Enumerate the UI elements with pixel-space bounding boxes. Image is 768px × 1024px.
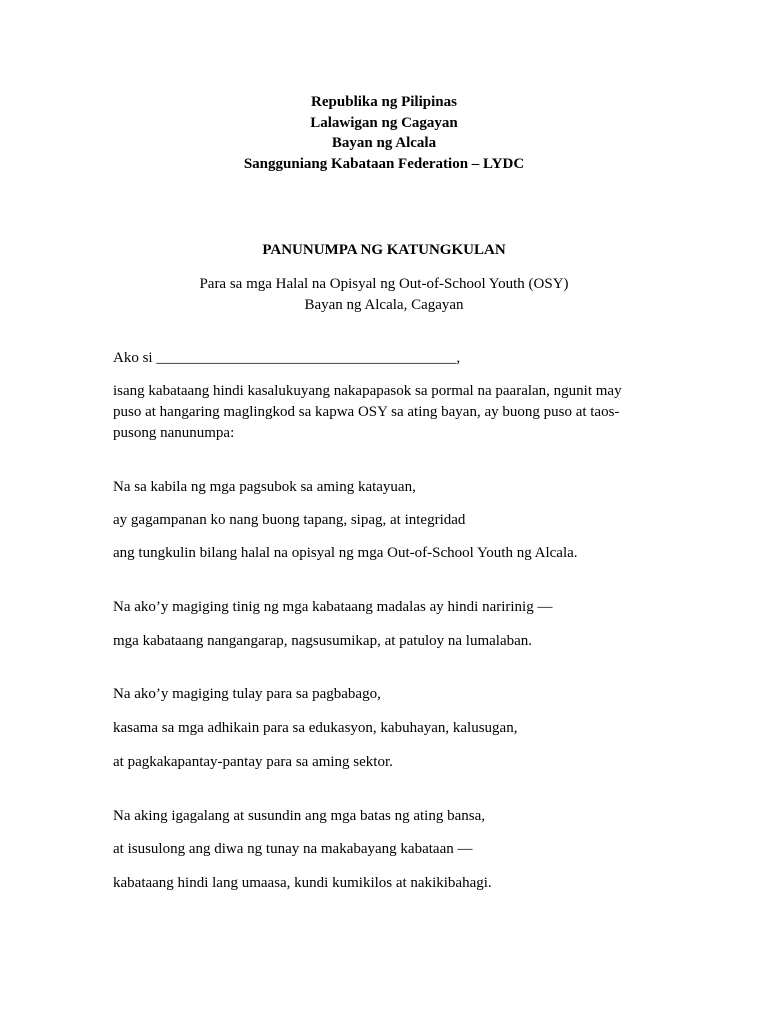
subtitle-line-2: Bayan ng Alcala, Cagayan [304, 297, 464, 313]
stanza-2-line-2: mga kabataang nangangarap, nagsusumikap, at patuloy na lumalaban. [113, 633, 533, 649]
subtitle-line-1: Para sa mga Halal na Opisyal ng Out-of-School Youth (OSY) [199, 276, 569, 292]
stanza-2-line-1: Na ako’y magiging tinig ng mga kabataang madalas ay hindi naririnig — [113, 599, 553, 615]
stanza-3-line-2: kasama sa mga adhikain para sa edukasyon, kabuhayan, kalusugan, [113, 720, 518, 736]
stanza-4-line-3: kabataang hindi lang umaasa, kundi kumikilos at nakikibahagi. [113, 875, 492, 891]
intro-paragraph: isang kabataang hindi kasalukuyang nakapapasok sa pormal na paaralan, ngunit may puso at hangaring maglingkod sa kapwa OSY sa ating bayan, ay buong puso at taos-pusong nanunumpa: [113, 383, 622, 441]
header-country: Republika ng Pilipinas [311, 94, 457, 110]
stanza-1-line-2: ay gagampanan ko nang buong tapang, sipag, at integridad [113, 512, 466, 528]
name-line: Ako si ________________________________________, [113, 350, 461, 366]
stanza-4-line-2: at isusulong ang diwa ng tunay na makabayang kabataan — [113, 841, 473, 857]
stanza-3-line-3: at pagkakapantay-pantay para sa aming sektor. [113, 754, 393, 770]
header-organization: Sangguniang Kabataan Federation – LYDC [243, 155, 525, 172]
document-subtitle [0, 274, 768, 316]
document-title: PANUNUMPA NG KATUNGKULAN [262, 242, 506, 258]
stanza-1-line-1: Na sa kabila ng mga pagsubok sa aming katayuan, [113, 479, 416, 495]
stanza-3-line-1: Na ako’y magiging tulay para sa pagbabago, [113, 686, 381, 702]
header-province: Lalawigan ng Cagayan [310, 114, 458, 131]
header-municipality: Bayan ng Alcala [331, 135, 437, 151]
stanza-4-line-1: Na aking igagalang at susundin ang mga batas ng ating bansa, [113, 808, 485, 824]
stanza-1-line-3: ang tungkulin bilang halal na opisyal ng mga Out-of-School Youth ng Alcala. [113, 545, 578, 561]
letterhead [0, 92, 768, 174]
